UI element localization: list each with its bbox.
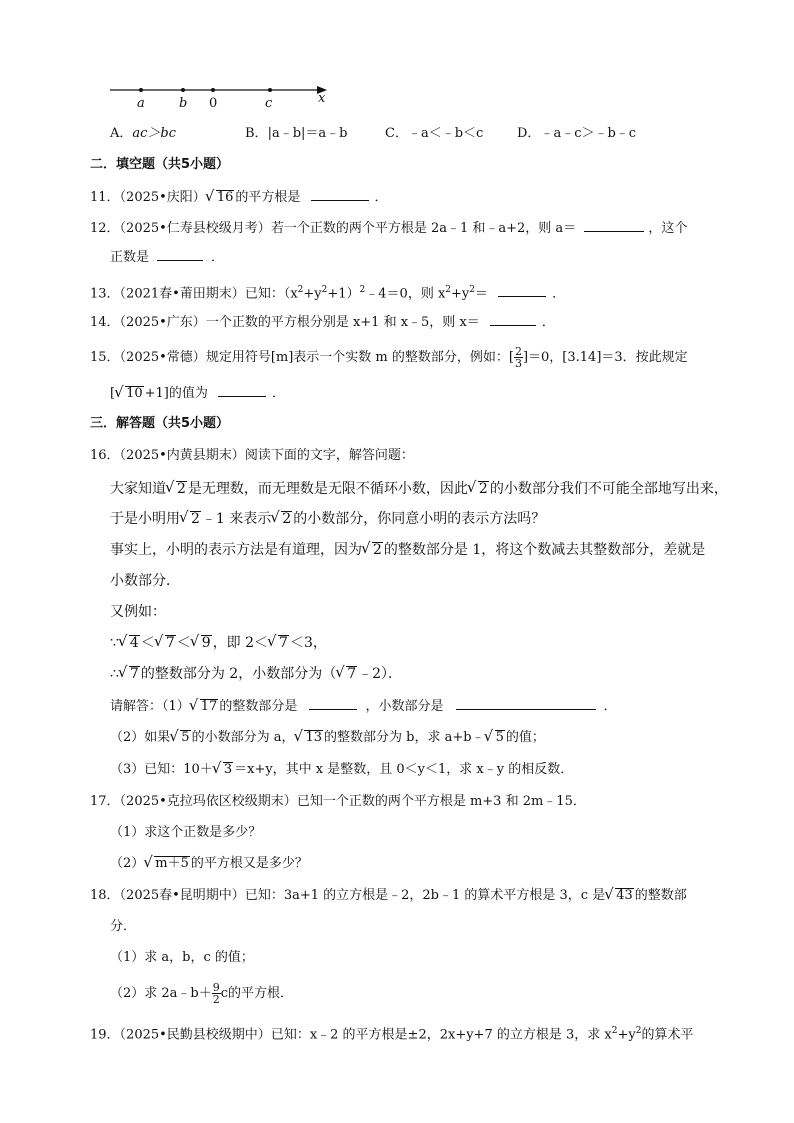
section-solve-heading: 三．解答题（共5小题） bbox=[90, 416, 230, 431]
q17-part-1: （1）求这个正数是多少？ bbox=[110, 825, 262, 840]
answer-blank[interactable] bbox=[498, 284, 546, 297]
q17-part-2: （2）√ m＋5 的平方根又是多少？ bbox=[110, 855, 308, 873]
question-17: 17．（2025•克拉玛依区校级期末）已知一个正数的两个平方根是 m+3 和 2m﹣15． bbox=[90, 794, 586, 809]
point-b-label: b bbox=[179, 96, 188, 111]
q16-part-1: 请解答：（1）√ 17 的整数部分是 ，小数部分是 ． bbox=[110, 697, 617, 716]
question-14: 14．（2025•广东）一个正数的平方根分别是 x+1 和 x﹣5，则 x＝ ． bbox=[90, 315, 555, 330]
question-15-cont: [√ 10 +1]的值为 ． bbox=[110, 384, 285, 403]
answer-blank[interactable] bbox=[584, 219, 644, 232]
question-11: 11．（2025•庆阳）√ 16 的平方根是 ． bbox=[90, 188, 388, 207]
section-fill-in-heading: 二．填空题（共5小题） bbox=[90, 157, 230, 172]
option-b[interactable]: B．|a﹣b|＝a﹣b bbox=[245, 126, 348, 141]
question-15: 15．（2025•常德）规定用符号[m]表示一个实数 m 的整数部分，例如：[ $\frac{2}{3}]=0$，[3.14]＝3．按此规定 bbox=[90, 345, 688, 370]
q18-part-2: （2）求 2a﹣b＋ $\frac{9}{2}c$的平方根． bbox=[110, 981, 294, 1006]
point-a-label: a bbox=[137, 96, 145, 111]
option-c[interactable]: C．﹣a＜﹣b＜c bbox=[385, 126, 484, 141]
answer-blank[interactable] bbox=[309, 697, 357, 710]
q16-para-4: 小数部分． bbox=[110, 573, 180, 589]
q18-part-1: （1）求 a，b，c 的值； bbox=[110, 950, 254, 965]
q16-para-5: 又例如： bbox=[110, 604, 166, 620]
q16-part-3: （3）已知：10＋√ 3 ＝x+y，其中 x 是整数，且 0＜y＜1，求 x﹣y 的相反数． bbox=[110, 761, 573, 779]
answer-blank[interactable] bbox=[218, 384, 266, 397]
q16-para-6: ∵√ 4 ＜√ 7 ＜√ 9 ，即 2＜√ 7 ＜3， bbox=[110, 634, 327, 652]
option-d[interactable]: D．﹣a﹣c＞﹣b﹣c bbox=[517, 126, 637, 141]
question-19: 19．（2025•民勤县校级期中）已知：x﹣2 的平方根是±2，2x+y+7 的立方根是 3，求 $x^2+y^2$的算术平 bbox=[90, 1026, 694, 1043]
q16-para-3: 事实上，小明的表示方法是有道理，因为√ 2 的整数部分是 1，将这个数减去其整数部分，差就是 bbox=[110, 541, 705, 559]
answer-blank[interactable] bbox=[456, 697, 596, 710]
question-12: 12．（2025•仁寿县校级月考）若一个正数的两个平方根是 2a﹣1 和﹣a+2，则 a＝ ，这个 bbox=[90, 221, 688, 236]
q16-para-7: ∴√ 7 的整数部分为 2，小数部分为（√ 7 ﹣2）． bbox=[110, 665, 402, 683]
q16-para-2: 于是小明用√ 2 ﹣1 来表示√ 2 的小数部分，你同意小明的表示方法吗？ bbox=[110, 510, 545, 528]
answer-blank[interactable] bbox=[311, 188, 369, 201]
question-18-cont: 分． bbox=[110, 919, 137, 934]
point-c-label: c bbox=[265, 96, 273, 111]
answer-blank[interactable] bbox=[157, 248, 203, 261]
answer-blank[interactable] bbox=[490, 313, 536, 326]
point-zero-label: 0 bbox=[209, 96, 218, 111]
question-13: 13．（2021春•莆田期末）已知：$(x^2+y^2+1)^2﹣4=0$，则 $x^2+y^2=$ ． bbox=[90, 285, 566, 302]
question-12-cont: 正数是 ． bbox=[110, 250, 225, 265]
axis-x-label: x bbox=[318, 91, 326, 106]
question-18: 18．（2025春•昆明期中）已知：3a+1 的立方根是﹣2，2b﹣1 的算术平方根是 3，c 是√ 43 的整数部 bbox=[90, 887, 687, 905]
q16-para-1: 大家知道√ 2 是无理数，而无理数是无限不循环小数，因此√ 2 的小数部分我们不可能全部地写出来， bbox=[110, 480, 728, 498]
question-16: 16．（2025•内黄县期末）阅读下面的文字，解答问题： bbox=[90, 448, 414, 463]
q16-part-2: （2）如果√ 5 的小数部分为 a，√ 13 的整数部分为 b，求 a+b﹣√ 5 的值； bbox=[110, 729, 545, 747]
option-a[interactable]: A．ac＞bc bbox=[110, 126, 177, 141]
